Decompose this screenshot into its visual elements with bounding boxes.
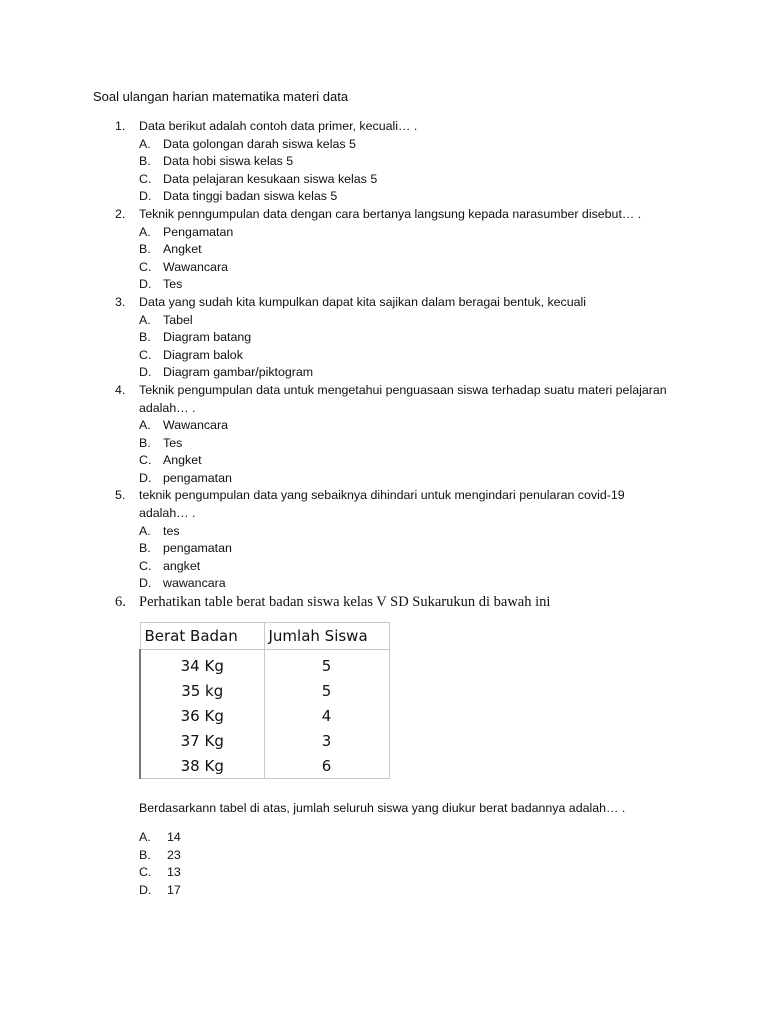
option-item [139, 847, 181, 865]
option-item [115, 136, 675, 154]
table-row [140, 678, 389, 703]
table-cell: 36 Kg [140, 703, 264, 728]
question-6-options [139, 829, 181, 899]
option-letter: D. [139, 277, 152, 292]
option-letter: C. [139, 259, 152, 274]
option-item [115, 417, 675, 435]
table-cell: 38 Kg [140, 753, 264, 779]
option-letter: D. [139, 882, 152, 897]
question-4 [115, 382, 675, 488]
question-5 [115, 487, 675, 593]
option-letter: B. [139, 435, 151, 450]
option-item [115, 171, 675, 189]
question-number: 5. [115, 488, 126, 503]
question-3 [115, 294, 675, 382]
option-letter: C. [139, 558, 152, 573]
table-cell: 6 [264, 753, 389, 779]
option-text: Diagram balok [163, 347, 243, 362]
option-letter: D. [139, 189, 152, 204]
table-cell: 4 [264, 703, 389, 728]
option-text: Data pelajaran kesukaan siswa kelas 5 [163, 171, 378, 186]
table-row [140, 728, 389, 753]
option-letter: A. [139, 136, 151, 151]
option-item [115, 241, 675, 259]
question-text: Data berikut adalah contoh data primer, kecuali… . [139, 119, 418, 133]
option-item [139, 829, 181, 847]
option-letter: C. [139, 453, 152, 468]
option-letter: A. [139, 224, 151, 239]
question-text: Teknik pengumpulan data untuk mengetahui penguasaan siswa terhadap suatu materi pelajaran adalah… . [139, 382, 667, 415]
question-number: 2. [115, 206, 126, 221]
option-item [115, 312, 675, 330]
option-text: Tes [163, 435, 183, 450]
option-item [115, 259, 675, 277]
option-text: 23 [167, 847, 181, 862]
option-item [115, 329, 675, 347]
option-item [115, 224, 675, 242]
option-letter: A. [139, 418, 151, 433]
table-cell: 5 [264, 678, 389, 703]
option-letter: A. [139, 830, 151, 844]
question-number: 4. [115, 382, 126, 397]
option-item [115, 347, 675, 365]
table-cell: 37 Kg [140, 728, 264, 753]
question-number: 6. [115, 594, 126, 610]
question-6 [115, 592, 675, 612]
option-text: Angket [163, 453, 202, 468]
option-letter: B. [139, 330, 151, 345]
option-letter: C. [139, 347, 152, 362]
option-text: Diagram batang [163, 330, 252, 345]
option-item [139, 882, 181, 900]
option-text: Angket [163, 242, 202, 257]
option-text: Diagram gambar/piktogram [163, 365, 314, 380]
question-number: 1. [115, 119, 126, 133]
option-text: 13 [167, 865, 181, 880]
option-item [115, 452, 675, 470]
option-item [115, 364, 675, 382]
table-cell: 3 [264, 728, 389, 753]
option-text: pengamatan [163, 470, 232, 485]
option-item [115, 153, 675, 171]
document-title: Soal ulangan harian matematika materi data [93, 89, 349, 104]
option-letter: A. [139, 523, 151, 538]
table-row [140, 650, 389, 679]
option-letter: C. [139, 865, 152, 880]
option-text: Wawancara [163, 418, 228, 433]
option-letter: B. [139, 154, 151, 169]
question-text: Data yang sudah kita kumpulkan dapat kita sajikan dalam beragai bentuk, kecuali [139, 294, 587, 309]
table-row [140, 703, 389, 728]
question-1 [115, 118, 675, 206]
option-text: Pengamatan [163, 224, 234, 239]
option-letter: D. [139, 470, 152, 485]
option-text: Data golongan darah siswa kelas 5 [163, 136, 356, 151]
option-item [139, 864, 181, 882]
option-item [115, 523, 675, 541]
table-cell: 35 kg [140, 678, 264, 703]
option-letter: A. [139, 312, 151, 327]
table-header: Berat Badan [140, 623, 264, 650]
option-text: 14 [167, 830, 181, 844]
table-cell: 5 [264, 650, 389, 679]
option-text: 17 [167, 882, 181, 897]
option-item [115, 435, 675, 453]
option-text: Data hobi siswa kelas 5 [163, 154, 294, 169]
option-item [115, 188, 675, 206]
option-text: wawancara [163, 576, 226, 591]
question-number: 3. [115, 294, 126, 309]
option-letter: D. [139, 576, 152, 591]
question-text: teknik pengumpulan data yang sebaiknya dihindari untuk mengindari penularan covid-19 adalah… . [139, 488, 625, 521]
option-letter: B. [139, 242, 151, 257]
question-6-followup: Berdasarkann tabel di atas, jumlah seluruh siswa yang diukur berat badannya adalah… . [139, 801, 626, 815]
option-text: Data tinggi badan siswa kelas 5 [163, 189, 338, 204]
option-letter: B. [139, 847, 151, 862]
table-cell: 34 Kg [140, 650, 264, 679]
option-text: Wawancara [163, 259, 228, 274]
question-text: Perhatikan table berat badan siswa kelas V SD Sukarukun di bawah ini [139, 594, 551, 610]
option-text: angket [163, 558, 201, 573]
option-text: tes [163, 523, 180, 538]
option-text: Tes [163, 277, 183, 292]
table-row [140, 753, 389, 779]
option-item [115, 575, 675, 593]
option-item [115, 276, 675, 294]
table-header-row [140, 623, 389, 650]
option-letter: B. [139, 541, 151, 556]
question-2 [115, 206, 675, 294]
weight-table [139, 622, 390, 779]
option-item [115, 470, 675, 488]
question-list [115, 118, 675, 593]
option-item [115, 558, 675, 576]
option-text: Tabel [163, 312, 193, 327]
question-text: Teknik penngumpulan data dengan cara bertanya langsung kepada narasumber disebut… . [139, 206, 642, 221]
option-text: pengamatan [163, 541, 232, 556]
option-letter: C. [139, 171, 152, 186]
table-header: Jumlah Siswa [264, 623, 389, 650]
option-letter: D. [139, 365, 152, 380]
option-item [115, 540, 675, 558]
